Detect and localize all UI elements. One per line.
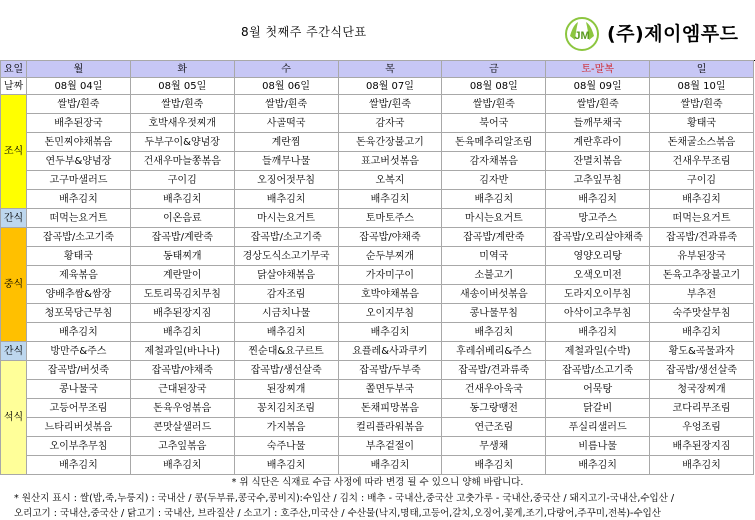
date-row [1, 78, 754, 95]
menu-item: 무생채 [442, 437, 546, 456]
menu-item: 가자미구이 [338, 266, 442, 285]
menu-item: 이온음료 [130, 209, 234, 228]
date-label: 날짜 [1, 78, 27, 95]
menu-item: 잡곡밥/소고기죽 [546, 361, 650, 380]
meal-label [1, 228, 27, 342]
menu-row [1, 209, 754, 228]
menu-item: 쌀밥/흰죽 [27, 95, 131, 114]
menu-item: 쌀밥/흰죽 [234, 95, 338, 114]
menu-item: 고추잎무침 [546, 171, 650, 190]
menu-item: 잡곡밥/야채죽 [130, 361, 234, 380]
menu-item: 청포묵당근무침 [27, 304, 131, 323]
menu-row [1, 228, 754, 247]
menu-row [1, 399, 754, 418]
menu-item: 망고주스 [546, 209, 650, 228]
day-date: 08월 06일 [234, 78, 338, 95]
menu-item: 계란후라이 [546, 133, 650, 152]
menu-item: 잡곡밥/야채죽 [338, 228, 442, 247]
menu-item: 황태국 [650, 114, 754, 133]
menu-item: 잡곡밥/오리살야채죽 [546, 228, 650, 247]
menu-item: 고구마샐러드 [27, 171, 131, 190]
menu-item: 잡곡밥/두부죽 [338, 361, 442, 380]
menu-item: 양배추쌈&쌈장 [27, 285, 131, 304]
menu-item: 부추전 [650, 285, 754, 304]
menu-row [1, 304, 754, 323]
menu-item: 어묵탕 [546, 380, 650, 399]
menu-item: 잡곡밥/생선살죽 [650, 361, 754, 380]
menu-item: 쌀밥/흰죽 [130, 95, 234, 114]
menu-item: 감자조림 [234, 285, 338, 304]
menu-item: 순두부찌개 [338, 247, 442, 266]
menu-item: 돈민찌야채볶음 [27, 133, 131, 152]
logo-mark-text: JM [574, 30, 590, 42]
menu-item: 방만주&주스 [27, 342, 131, 361]
menu-item: 콩나물무침 [442, 304, 546, 323]
menu-item: 계란찜 [234, 133, 338, 152]
day-name: 금 [442, 61, 546, 78]
menu-item: 건새우아욱국 [442, 380, 546, 399]
menu-item: 숙주맛살무침 [650, 304, 754, 323]
menu-item: 돈육고추장불고기 [650, 266, 754, 285]
menu-item: 우엉조림 [650, 418, 754, 437]
menu-item: 배추김치 [442, 456, 546, 475]
menu-item: 동그랑땡전 [442, 399, 546, 418]
menu-item: 콩나물국 [27, 380, 131, 399]
menu-item: 느타리버섯볶음 [27, 418, 131, 437]
menu-item: 들깨무나물 [234, 152, 338, 171]
menu-item: 잡곡밥/계란죽 [130, 228, 234, 247]
day-label: 요일 [1, 61, 27, 78]
menu-item: 돈육메추리알조림 [442, 133, 546, 152]
meal-label [1, 342, 27, 361]
day-name: 토-말복 [546, 61, 650, 78]
menu-item: 유부된장국 [650, 247, 754, 266]
menu-item: 호박야채볶음 [338, 285, 442, 304]
menu-row [1, 361, 754, 380]
menu-item: 구이김 [130, 171, 234, 190]
menu-item: 마시는요거트 [234, 209, 338, 228]
menu-item: 배추김치 [338, 456, 442, 475]
menu-item: 배추된장지짐 [130, 304, 234, 323]
menu-item: 돈채피망볶음 [338, 399, 442, 418]
menu-item: 콘맛살샐러드 [130, 418, 234, 437]
menu-item: 잡곡밥/소고기죽 [234, 228, 338, 247]
day-name: 수 [234, 61, 338, 78]
menu-item: 감자채볶음 [442, 152, 546, 171]
menu-item: 잔멸치볶음 [546, 152, 650, 171]
meal-label-text: 간식 [3, 212, 24, 224]
origin-notice-line-2: 오리고기 : 국내산,중국산 / 닭고기 : 국내산, 브라질산 / 소고기 : 호주산,미국산 / 수산물(낙지,명태,고등어,갈치,오징어,꽃게,조기,다랑어,주꾸미,전복)-수입산 [14, 508, 661, 519]
menu-row [1, 171, 754, 190]
menu-item: 배추김치 [338, 323, 442, 342]
menu-item: 배추김치 [546, 190, 650, 209]
menu-item: 잡곡밥/견과류죽 [650, 228, 754, 247]
day-date: 08월 10일 [650, 78, 754, 95]
menu-item: 꽁치김치조림 [234, 399, 338, 418]
menu-item: 고추잎볶음 [130, 437, 234, 456]
menu-item: 영양오리탕 [546, 247, 650, 266]
menu-item: 연두부&양념장 [27, 152, 131, 171]
menu-item: 잡곡밥/계란죽 [442, 228, 546, 247]
menu-item: 구이김 [650, 171, 754, 190]
menu-item: 코다리무조림 [650, 399, 754, 418]
menu-item: 감자국 [338, 114, 442, 133]
menu-row [1, 342, 754, 361]
menu-item: 호박새우젓찌개 [130, 114, 234, 133]
menu-item: 근대된장국 [130, 380, 234, 399]
menu-item: 토마토주스 [338, 209, 442, 228]
menu-item: 떠먹는요거트 [27, 209, 131, 228]
menu-item: 도토리묵김치무침 [130, 285, 234, 304]
menu-row [1, 418, 754, 437]
menu-item: 컬리플라워볶음 [338, 418, 442, 437]
sheet-header [1, 1, 755, 61]
menu-item: 배추김치 [546, 323, 650, 342]
menu-item: 배추김치 [130, 190, 234, 209]
page-title: 8월 첫째주 주간식단표 [241, 25, 367, 39]
menu-item: 요플레&사과쿠키 [338, 342, 442, 361]
menu-item: 잡곡밥/생선살죽 [234, 361, 338, 380]
day-date: 08월 04일 [27, 78, 131, 95]
menu-item: 제철과일(수박) [546, 342, 650, 361]
day-date: 08월 07일 [338, 78, 442, 95]
day-header-row [1, 61, 754, 78]
menu-row [1, 114, 754, 133]
menu-item: 떠먹는요거트 [650, 209, 754, 228]
menu-item: 배추김치 [130, 323, 234, 342]
menu-item: 표고버섯볶음 [338, 152, 442, 171]
menu-item: 김자반 [442, 171, 546, 190]
company-logo [564, 16, 754, 52]
menu-item: 청국장찌개 [650, 380, 754, 399]
menu-item: 배추된장지짐 [650, 437, 754, 456]
menu-item: 새송이버섯볶음 [442, 285, 546, 304]
menu-item: 배추김치 [234, 456, 338, 475]
menu-item: 잡곡밥/버섯죽 [27, 361, 131, 380]
menu-row [1, 133, 754, 152]
menu-item: 쌀밥/흰죽 [338, 95, 442, 114]
meal-label-text: 석식 [3, 412, 24, 423]
menu-item: 들깨무채국 [546, 114, 650, 133]
day-name: 일 [650, 61, 754, 78]
menu-item: 돈채굴소스볶음 [650, 133, 754, 152]
menu-item: 오이지무침 [338, 304, 442, 323]
menu-item: 쫄면두부국 [338, 380, 442, 399]
menu-row [1, 247, 754, 266]
menu-item: 배추김치 [234, 190, 338, 209]
menu-item: 오이부추무침 [27, 437, 131, 456]
notice-text: * 위 식단은 식재료 수급 사정에 따라 변경 될 수 있으니 양해 바랍니다. [231, 477, 524, 488]
menu-row [1, 95, 754, 114]
menu-item: 연근조림 [442, 418, 546, 437]
menu-item: 오복지 [338, 171, 442, 190]
menu-item: 배추김치 [27, 323, 131, 342]
menu-item: 북어국 [442, 114, 546, 133]
menu-item: 계란말이 [130, 266, 234, 285]
menu-item: 숙주나물 [234, 437, 338, 456]
day-date: 08월 05일 [130, 78, 234, 95]
menu-item: 돈육간장불고기 [338, 133, 442, 152]
menu-item: 찐순대&요구르트 [234, 342, 338, 361]
menu-item: 돈육우엉볶음 [130, 399, 234, 418]
meal-label [1, 95, 27, 209]
menu-item: 제육볶음 [27, 266, 131, 285]
weekly-menu-table [0, 60, 754, 475]
menu-item: 배추김치 [650, 456, 754, 475]
menu-item: 두부구이&양념장 [130, 133, 234, 152]
menu-row [1, 152, 754, 171]
menu-item: 배추김치 [650, 190, 754, 209]
menu-item: 배추김치 [546, 456, 650, 475]
menu-item: 쌀밥/흰죽 [546, 95, 650, 114]
menu-item: 미역국 [442, 247, 546, 266]
menu-item: 배추김치 [442, 323, 546, 342]
menu-row [1, 456, 754, 475]
menu-row [1, 380, 754, 399]
day-date: 08월 09일 [546, 78, 650, 95]
menu-item: 오징어젓무침 [234, 171, 338, 190]
day-name: 월 [27, 61, 131, 78]
menu-item: 가지볶음 [234, 418, 338, 437]
menu-row [1, 323, 754, 342]
menu-item: 제철과일(바나나) [130, 342, 234, 361]
menu-item: 소불고기 [442, 266, 546, 285]
menu-item: 배추된장국 [27, 114, 131, 133]
meal-label [1, 209, 27, 228]
meal-label-text: 간식 [3, 345, 24, 357]
meal-label-text: 중식 [3, 279, 24, 290]
menu-item: 잡곡밥/견과류죽 [442, 361, 546, 380]
menu-item: 도라지오이무침 [546, 285, 650, 304]
menu-row [1, 285, 754, 304]
day-date: 08월 08일 [442, 78, 546, 95]
menu-item: 황도&곡물과자 [650, 342, 754, 361]
menu-row [1, 190, 754, 209]
menu-item: 후레쉬베리&주스 [442, 342, 546, 361]
menu-item: 오색오미전 [546, 266, 650, 285]
menu-item: 된장찌개 [234, 380, 338, 399]
menu-item: 잡곡밥/소고기죽 [27, 228, 131, 247]
menu-item: 배추김치 [442, 190, 546, 209]
menu-item: 비름나물 [546, 437, 650, 456]
menu-item: 동태찌개 [130, 247, 234, 266]
menu-item: 아삭이고추무침 [546, 304, 650, 323]
menu-item: 배추김치 [234, 323, 338, 342]
jm-logo-icon [564, 16, 600, 52]
menu-item: 배추김치 [650, 323, 754, 342]
menu-item: 배추김치 [130, 456, 234, 475]
menu-item: 시금치나물 [234, 304, 338, 323]
menu-item: 배추김치 [338, 190, 442, 209]
meal-label-text: 조식 [3, 146, 24, 157]
menu-item: 건새우마늘쫑볶음 [130, 152, 234, 171]
menu-item: 푸실리샐러드 [546, 418, 650, 437]
menu-item: 황태국 [27, 247, 131, 266]
menu-row [1, 266, 754, 285]
meal-label [1, 361, 27, 475]
origin-notice-line-1: * 원산지 표시 : 쌀(밥,죽,누룽지) : 국내산 / 콩(두부류,콩국수,콩비지):수입산 / 김치 : 배추 - 국내산,중국산 고춧가루 - 국내산,중국산 / 돼지고기-국내산,수입산 / [14, 493, 675, 504]
menu-item: 닭살야채볶음 [234, 266, 338, 285]
day-name: 목 [338, 61, 442, 78]
menu-item: 배추김치 [27, 456, 131, 475]
menu-item: 건새우무조림 [650, 152, 754, 171]
menu-item: 쌀밥/흰죽 [442, 95, 546, 114]
menu-item: 고등어무조림 [27, 399, 131, 418]
menu-item: 사골떡국 [234, 114, 338, 133]
menu-item: 경상도식소고기무국 [234, 247, 338, 266]
menu-item: 닭갈비 [546, 399, 650, 418]
company-name: (주)제이엠푸드 [607, 23, 739, 45]
menu-item: 쌀밥/흰죽 [650, 95, 754, 114]
day-name: 화 [130, 61, 234, 78]
menu-row [1, 437, 754, 456]
menu-item: 부추겉절이 [338, 437, 442, 456]
menu-item: 마시는요거트 [442, 209, 546, 228]
menu-item: 배추김치 [27, 190, 131, 209]
